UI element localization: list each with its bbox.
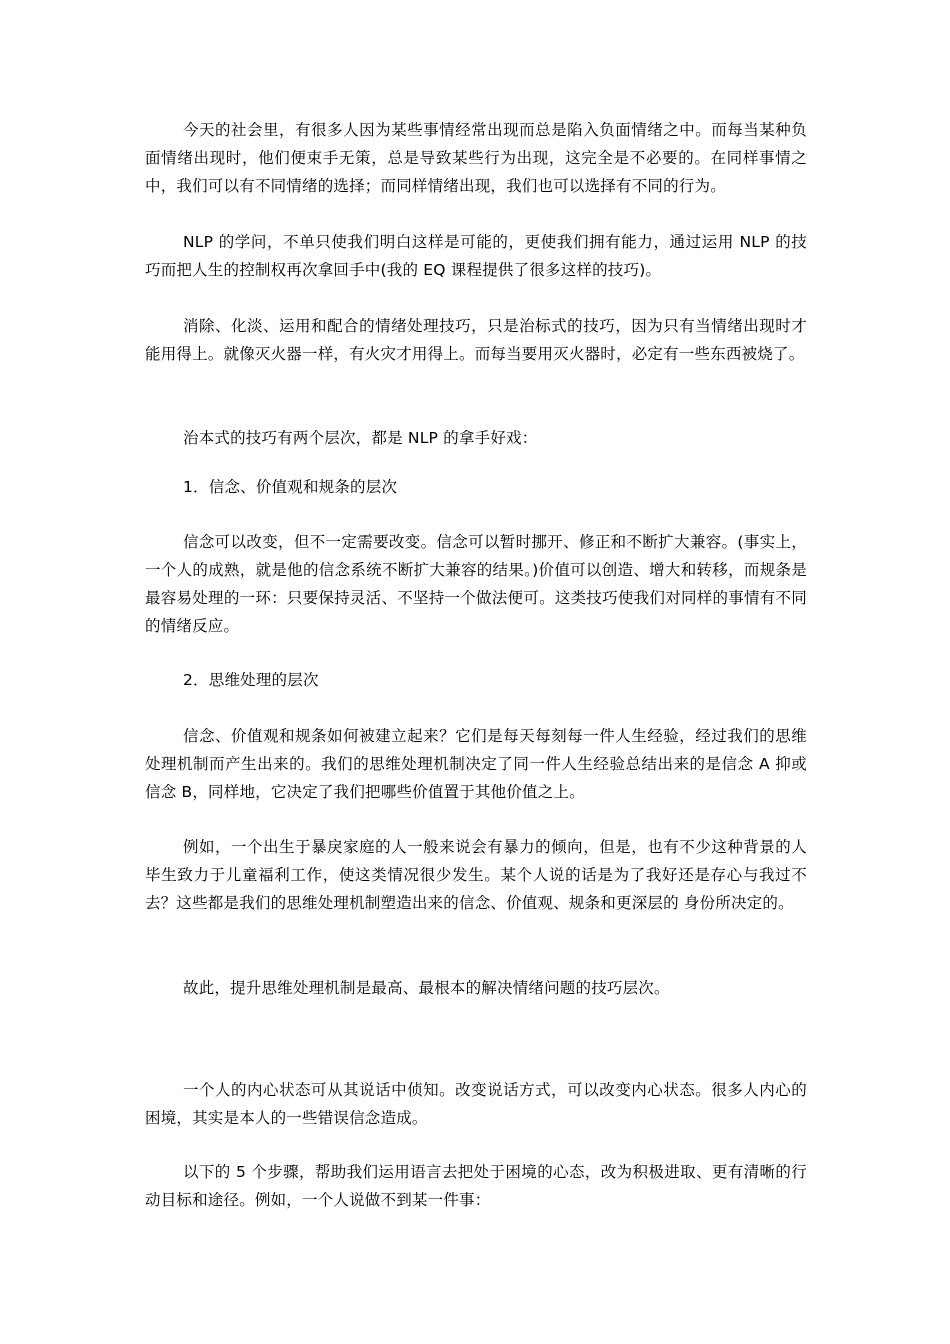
paragraph-two-levels: 治本式的技巧有两个层次，都是 NLP 的拿手好戏： xyxy=(183,429,538,447)
heading-level-2: 2．思维处理的层次 xyxy=(183,671,319,689)
heading-level-1: 1．信念、价值观和规条的层次 xyxy=(183,478,398,496)
paragraph-thinking: 信念、价值观和规条如何被建立起来？它们是每天每刻每一件人生经验，经过我们的思维处理机制而产生出来的。我们的思维处理机制决定了同一件人生经验总结出来的是信念 A 抑或信念 B，同样地，它决定了我们把哪些价值置于其他价值之上。 xyxy=(145,727,807,801)
paragraph-five-steps: 以下的 5 个步骤，帮助我们运用语言去把处于困境的心态，改为积极进取、更有清晰的行动目标和途径。例如，一个人说做不到某一件事： xyxy=(145,1163,807,1209)
paragraph-conclusion: 故此，提升思维处理机制是最高、最根本的解决情绪问题的技巧层次。 xyxy=(183,979,670,997)
paragraph-inner-state: 一个人的内心状态可从其说话中侦知。改变说话方式，可以改变内心状态。很多人内心的困境，其实是本人的一些错误信念造成。 xyxy=(145,1081,807,1127)
paragraph-intro: 今天的社会里，有很多人因为某些事情经常出现而总是陷入负面情绪之中。而每当某种负面情绪出现时，他们便束手无策，总是导致某些行为出现，这完全是不必要的。在同样事情之中，我们可以有不同情绪的选择；而同样情绪出现，我们也可以选择有不同的行为。 xyxy=(145,121,807,195)
paragraph-treat-symptoms: 消除、化淡、运用和配合的情绪处理技巧，只是治标式的技巧，因为只有当情绪出现时才能用得上。就像灭火器一样，有火灾才用得上。而每当要用灭火器时，必定有一些东西被烧了。 xyxy=(145,317,807,363)
paragraph-nlp: NLP 的学问，不单只使我们明白这样是可能的，更使我们拥有能力，通过运用 NLP 的技巧而把人生的控制权再次拿回手中(我的 EQ 课程提供了很多这样的技巧)。 xyxy=(145,233,807,279)
paragraph-beliefs: 信念可以改变，但不一定需要改变。信念可以暂时挪开、修正和不断扩大兼容。(事实上，一个人的成熟，就是他的信念系统不断扩大兼容的结果。)价值可以创造、增大和转移，而规条是最容易处理的一环：只要保持灵活、不坚持一个做法便可。这类技巧使我们对同样的事情有不同的情绪反应。 xyxy=(145,533,807,635)
paragraph-example: 例如，一个出生于暴戾家庭的人一般来说会有暴力的倾向，但是，也有不少这种背景的人毕生致力于儿童福利工作，使这类情况很少发生。某个人说的话是为了我好还是存心与我过不去？这些都是我们的思维处理机制塑造出来的信念、价值观、规条和更深层的 身份所决定的。 xyxy=(145,838,807,912)
